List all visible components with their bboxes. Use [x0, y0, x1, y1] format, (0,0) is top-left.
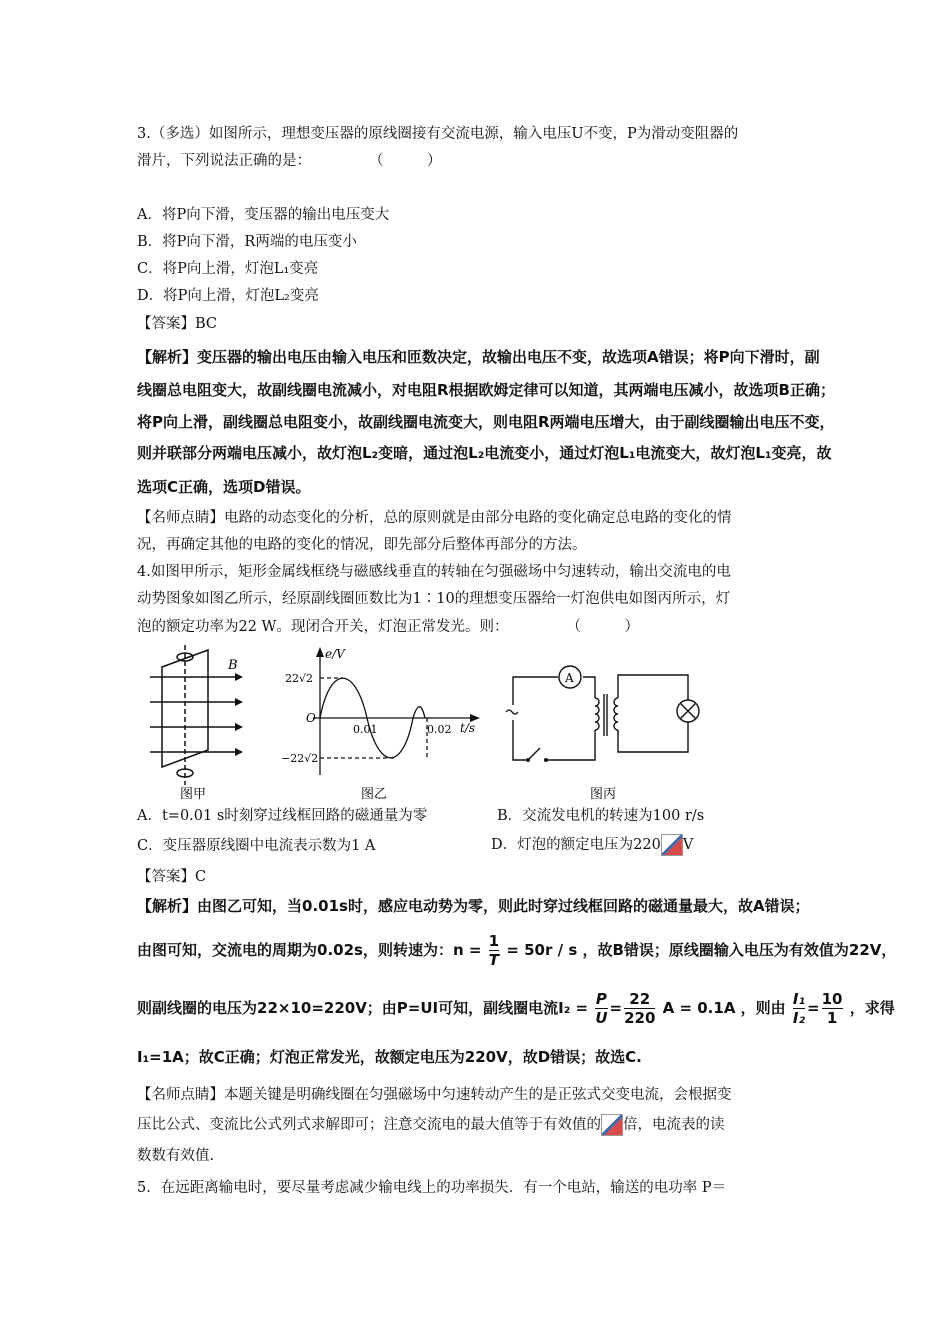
q3-answer: 【答案】BC	[137, 316, 218, 332]
q4-tip-line3: 数数有效值.	[137, 1148, 215, 1164]
b-label: B	[228, 658, 238, 673]
sqrt2-image-icon	[601, 1114, 623, 1136]
q4-option-d-text: D．灯泡的额定电压为220	[491, 837, 661, 853]
ammeter-label: A	[565, 671, 574, 685]
q3-analysis-line5: 选项C正确，选项D错误。	[137, 478, 311, 496]
fraction-22-over-220	[624, 990, 655, 1027]
caption-bing: 图丙	[590, 787, 617, 802]
caption-yi: 图乙	[361, 787, 388, 802]
q4-tip-line2-part2: 倍，电流表的读	[623, 1117, 725, 1133]
fraction-10-over-1	[822, 990, 843, 1027]
q3-tip-line2: 况，再确定其他的电路的变化的情况，即先部分后整体再部分的方法。	[137, 537, 587, 553]
q4-analysis-line2-part2: = 50r / s ，故B错误；原线圈输入电压为有效值为22V，	[506, 941, 897, 959]
y-min-label: −22√2	[281, 752, 319, 765]
q3-analysis-line1: 【解析】变压器的输出电压由输入电压和匝数决定，故输出电压不变，故选项A错误；将P向下滑时，副	[137, 348, 820, 366]
q4-analysis-line1: 【解析】由图乙可知，当0.01s时，感应电动势为零，则此时穿过线框回路的磁通量最大，故A错误；	[137, 897, 810, 915]
q4-analysis-line2	[137, 930, 896, 970]
frac3-num: 22	[624, 990, 655, 1009]
frac2-den: U	[595, 1009, 608, 1027]
frac4-den: I₂	[792, 1009, 806, 1027]
q4-analysis-line3-part2: A = 0.1A ，则由	[662, 999, 786, 1017]
frac2-num: P	[595, 990, 607, 1008]
q3-option-b: B．将P向下滑，R两端的电压变小	[137, 234, 357, 250]
y-max-label: 22√2	[285, 672, 314, 685]
axis-e-label: e/V	[325, 647, 345, 661]
figure-bing	[500, 660, 715, 805]
axis-t-label: t/s	[460, 721, 476, 735]
q3-analysis-line3: 将P向上滑，副线圈总电阻变小，故副线圈电流变大，则电阻R两端电压增大，由于副线圈输出电压不变，	[137, 413, 835, 431]
q4-option-d	[491, 834, 693, 856]
q3-analysis-line4: 则并联部分两端电压减小，故灯泡L₂变暗，通过泡L₂电流变小，通过灯泡L₁电流变大，故灯泡L₁变亮，故	[137, 444, 832, 462]
q4-option-a: A．t=0.01 s时刻穿过线框回路的磁通量为零	[137, 808, 428, 824]
q4-analysis-line2-part1: 由图可知，交流电的周期为0.02s，则转速为：n =	[137, 941, 482, 959]
frac3-den: 220	[624, 1009, 656, 1027]
q5-stem-line1: 5．在远距离输电时，要尽量考虑减少输电线上的功率损失．有一个电站，输送的电功率 P＝	[137, 1180, 727, 1196]
q3-stem-line1: 3.（多选）如图所示，理想变压器的原线圈接有交流电源，输入电压U不变，P为滑动变阻器的	[137, 126, 739, 142]
q4-analysis-line3-part1: 则副线圈的电压为22×10=220V；由P=UI可知，副线圈电流I₂ =	[137, 999, 589, 1017]
q3-stem-line2: 滑片，下列说法正确的是： （ ）	[137, 153, 442, 169]
frac5-den: 1	[826, 1009, 838, 1027]
q4-option-d-unit: V	[682, 837, 694, 853]
fraction-1-over-t	[489, 932, 499, 969]
fraction-p-over-u	[595, 990, 607, 1027]
q4-analysis-line3: 则副线圈的电压为22×10=220V；由P=UI可知，副线圈电流I₂ = $\frac{P}{U}$ = $\frac{22}{220}$ A = 0.1A ，则由 $\frac{\text{I₁}}{\text{I₂}}$ = $\frac{10}{1}$ ，求得	[137, 990, 895, 1027]
q3-option-c: C．将P向上滑，灯泡L₁变亮	[137, 261, 319, 277]
frac1-den: T	[488, 951, 499, 969]
q4-tip-line1: 【名师点睛】本题关键是明确线圈在匀强磁场中匀速转动产生的是正弦式交变电流，会根据变	[137, 1087, 732, 1103]
q4-option-c: C．变压器原线圈中电流表示数为1 A	[137, 838, 376, 854]
frac1-num: 1	[488, 932, 500, 950]
q4-stem-line1: 4.如图甲所示，矩形金属线框绕与磁感线垂直的转轴在匀强磁场中匀速转动，输出交流电的电	[137, 564, 731, 580]
frac4-num: I₁	[792, 990, 806, 1008]
figure-yi	[275, 645, 490, 805]
q3-analysis-line2: 线圈总电阻变大，故副线圈电流减小，对电阻R根据欧姆定律可以知道，其两端电压减小，故选项B正确；	[137, 381, 835, 399]
figure-jia	[140, 645, 250, 805]
frac5-num: 10	[821, 990, 843, 1008]
q4-tip-line2	[137, 1114, 725, 1136]
q4-analysis-line3-part3: ，求得	[849, 999, 895, 1017]
q4-stem-line3: 泡的额定功率为22 W。现闭合开关，灯泡正常发光。则： （ ）	[137, 619, 639, 635]
q3-tip-line1: 【名师点睛】电路的动态变化的分析，总的原则就是由部分电路的变化确定总电路的变化的情	[137, 510, 732, 526]
origin-label: O	[306, 711, 316, 725]
t1-label: 0.01	[353, 723, 378, 736]
q4-tip-line2-part1: 压比公式、变流比公式列式求解即可；注意交流电的最大值等于有效值的	[137, 1117, 601, 1133]
q4-answer: 【答案】C	[137, 869, 207, 885]
sqrt2-image-icon	[661, 834, 683, 856]
q3-option-d: D．将P向上滑，灯泡L₂变亮	[137, 288, 319, 304]
fraction-i1-over-i2	[793, 990, 805, 1027]
t2-label: 0.02	[427, 723, 452, 736]
caption-jia: 图甲	[180, 787, 207, 802]
q4-analysis-line4: I₁=1A；故C正确；灯泡正常发光，故额定电压为220V，故D错误；故选C.	[137, 1048, 642, 1066]
q4-stem-line2: 动势图象如图乙所示，经原副线圈匝数比为1∶10的理想变压器给一灯泡供电如图丙所示，灯	[137, 591, 731, 607]
q4-option-b: B．交流发电机的转速为100 r/s	[497, 808, 705, 824]
q3-option-a: A．将P向下滑，变压器的输出电压变大	[137, 207, 390, 223]
